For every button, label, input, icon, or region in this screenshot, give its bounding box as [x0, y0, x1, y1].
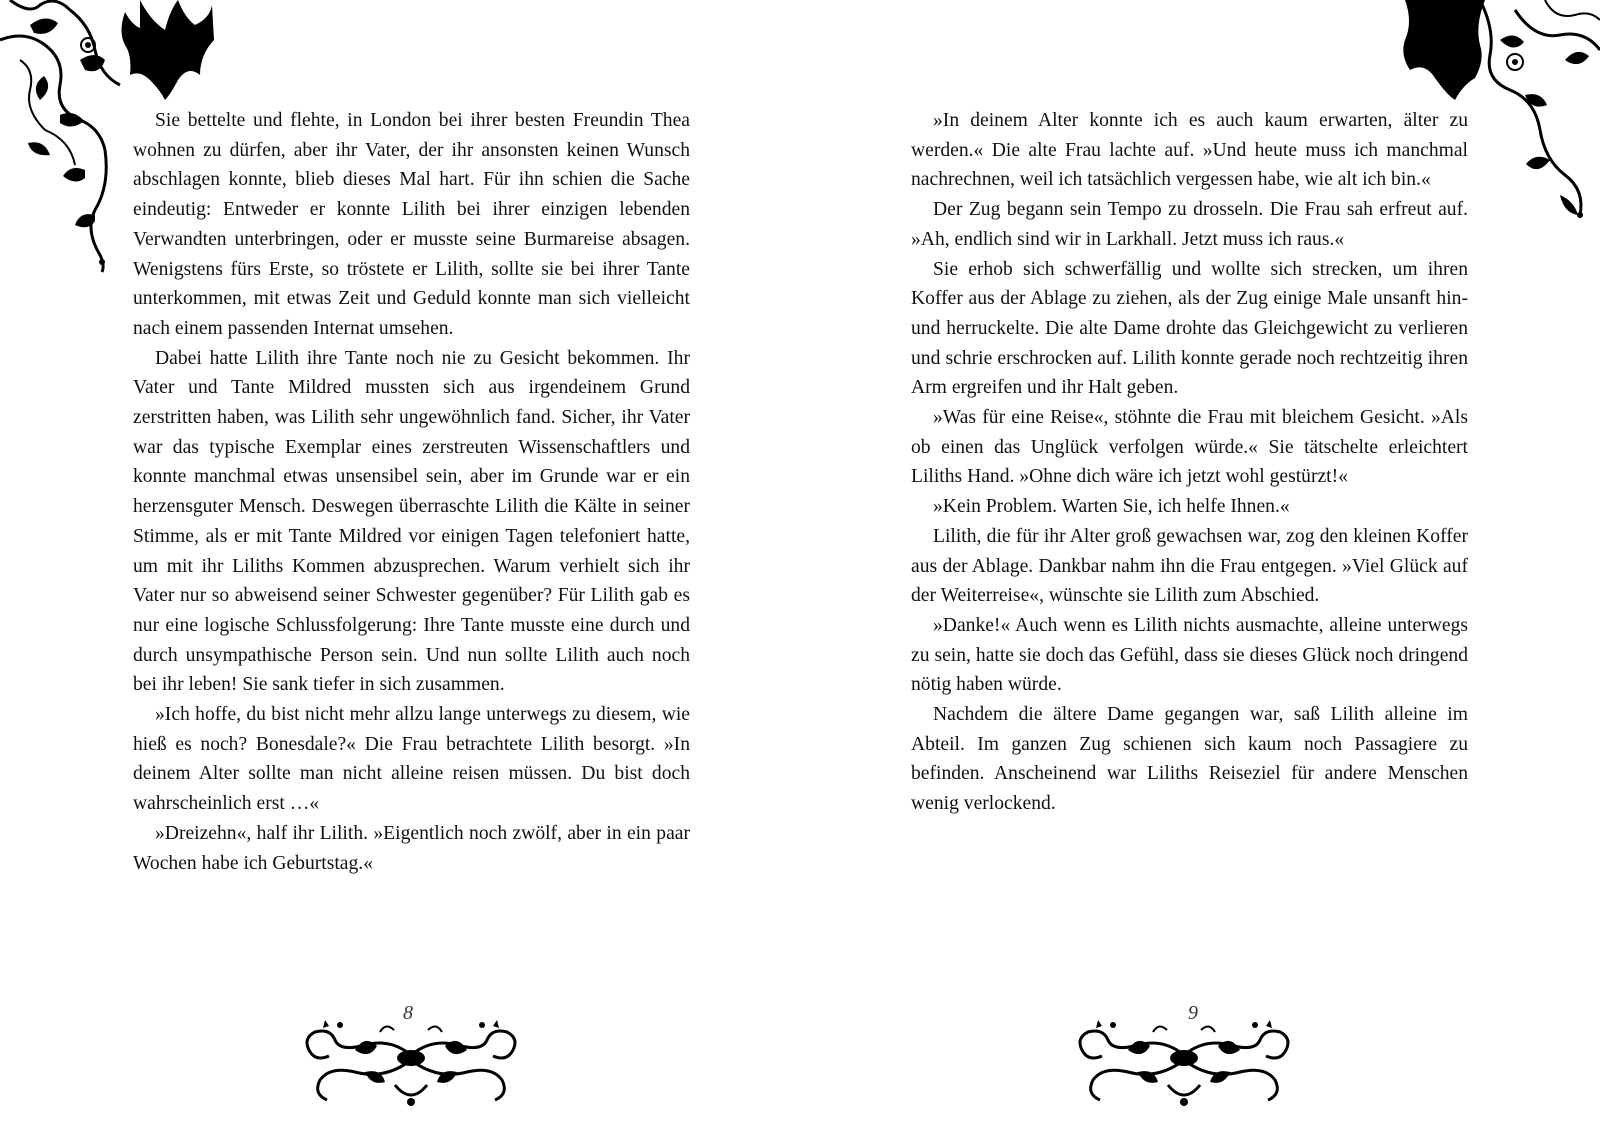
paragraph: Sie bettelte und flehte, in London bei ihrer besten Freundin Thea wohnen zu dürfen, aber ihr Vater, der ihr ansonsten keinen Wunsch abschlagen konnte, blieb dieses Mal hart. Für ihn schien die Sache eindeutig: Entweder er konnte Lilith bei ihrer einzigen lebenden Verwandten unterbringen, oder er musste seine Burmareise absagen. Wenigstens fürs Erste, so tröstete er Lilith, sollte sie bei ihrer Tante unterkommen, mit etwas Zeit und Geduld konnte man sich vielleicht nach einem passenden Internat umsehen.: [133, 110, 690, 339]
paragraph: Der Zug begann sein Tempo zu drosseln. Die Frau sah erfreut auf. »Ah, endlich sind wir in Larkhall. Jetzt muss ich raus.«: [911, 199, 1468, 250]
right-page: [800, 0, 1600, 1138]
page-number: 9: [1188, 1002, 1198, 1024]
flourish-ornament-icon: [1068, 1010, 1300, 1110]
paragraph: »Danke!« Auch wenn es Lilith nichts ausmachte, alleine unterwegs zu sein, hatte sie doch das Gefühl, dass sie dieses Glück noch dringend nötig haben würde.: [911, 614, 1468, 696]
flourish-ornament-icon: [295, 1010, 527, 1110]
paragraph: Sie erhob sich schwerfällig und wollte sich strecken, um ihren Koffer aus der Ablage zu ziehen, als der Zug einige Male unsanft hin- und herruckelte. Die alte Dame drohte das Gleichgewicht zu verlieren und schrie erschrocken auf. Lilith konnte gerade noch rechtzeitig ihren Arm ergreifen und ihr Halt geben.: [911, 258, 1468, 399]
paragraph: »Was für eine Reise«, stöhnte die Frau mit bleichem Gesicht. »Als ob einen das Unglück verfolgen würde.« Sie tätschelte erleichtert Liliths Hand. »Ohne dich wäre ich jetzt wohl gestürzt!«: [911, 407, 1468, 488]
paragraph: »Kein Problem. Warten Sie, ich helfe Ihnen.«: [933, 496, 1290, 518]
paragraph: »Ich hoffe, du bist nicht mehr allzu lange unterwegs zu diesem, wie hieß es noch? Bonesdale?« Die Frau betrachtete Lilith besorgt. »In deinem Alter sollte man nicht alleine reisen müssen. Du bist doch wahrscheinlich erst …«: [133, 704, 690, 815]
paragraph: »Dreizehn«, half ihr Lilith. »Eigentlich noch zwölf, aber in ein paar Wochen habe ich Geburtstag.«: [133, 822, 690, 874]
paragraph: Nachdem die ältere Dame gegangen war, saß Lilith alleine im Abteil. Im ganzen Zug schienen sich kaum noch Passagiere zu befinden. Anscheinend war Liliths Reiseziel für andere Menschen wenig verlockend.: [911, 704, 1468, 815]
paragraph: »In deinem Alter konnte ich es auch kaum erwarten, älter zu werden.« Die alte Frau lachte auf. »Und heute muss ich manchmal nachrechnen, weil ich tatsächlich vergessen habe, wie alt ich bin.«: [911, 110, 1468, 191]
paragraph: Lilith, die für ihr Alter groß gewachsen war, zog den kleinen Koffer aus der Ablage. Dankbar nahm ihn die Frau entgegen. »Viel Glück auf der Weiterreise«, wünschte sie Lilith zum Abschied.: [911, 525, 1468, 607]
body-text-right: [911, 106, 1468, 819]
page-number: 8: [403, 1002, 413, 1024]
body-text-left: [133, 106, 690, 878]
paragraph: Dabei hatte Lilith ihre Tante noch nie zu Gesicht bekommen. Ihr Vater und Tante Mildred mussten sich aus irgendeinem Grund zerstritten haben, was Lilith sehr ungewöhnlich fand. Sicher, ihr Vater war das typische Exemplar eines zerstreuten Wissenschaftlers und konnte manchmal etwas unsensibel sein, aber im Grunde war er ein herzensguter Mensch. Deswegen überraschte Lilith die Kälte in seiner Stimme, als er mit Tante Mildred vor einigen Tagen telefoniert hatte, um mit ihr Liliths Kommen abzusprechen. Warum verhielt sich ihr Vater nur so abweisend seiner Schwester gegenüber? Für Lilith gab es nur eine logische Schlussfolgerung: Ihre Tante musste eine durch und durch unsympathische Person sein. Und nun sollte Lilith auch noch bei ihr leben! Sie sank tiefer in sich zusammen.: [133, 347, 690, 696]
